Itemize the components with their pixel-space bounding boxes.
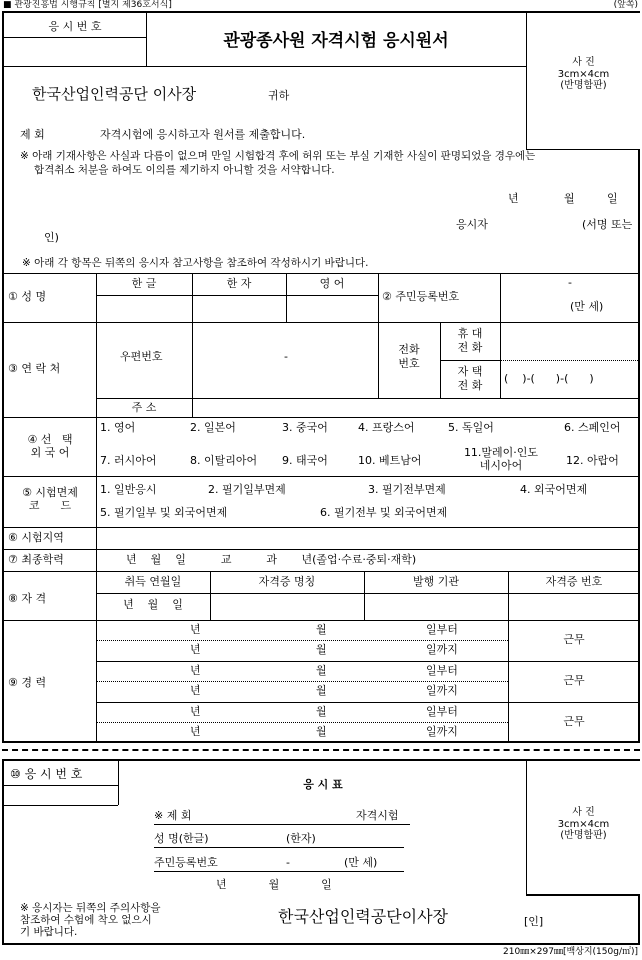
recipient-suffix: 귀하 (268, 89, 290, 102)
date-day: 일 (607, 192, 618, 205)
rrn-dash: - (568, 276, 572, 289)
exam-number-label: 응 시 번 호 (48, 20, 102, 33)
ticket-qualification: 자격시험 (356, 809, 399, 822)
date-month: 월 (564, 192, 575, 205)
recipient: 한국산업인력공단 이사장 (32, 85, 197, 103)
ticket-title: 응 시 표 (303, 778, 343, 791)
ticket-photo-label: 사 진 (572, 807, 595, 818)
ticket-rrn: 주민등록번호 (154, 856, 218, 869)
career-1-worked: 근무 (563, 633, 585, 646)
ticket-exam-number-input[interactable] (6, 787, 116, 804)
age-field[interactable]: (만 세) (570, 300, 604, 313)
ticket-rrn-dash: - (286, 856, 290, 869)
career-3-from-month: 월 (316, 705, 327, 718)
ticket-hanja: (한자) (286, 832, 316, 845)
career-3-from-day: 일부터 (426, 705, 458, 718)
license-label: ⑧ 자 격 (8, 592, 47, 605)
career-2-worked: 근무 (563, 674, 585, 687)
contact-label: ③ 연 락 처 (8, 362, 61, 375)
language-option-2[interactable]: 2. 일본어 (190, 421, 236, 434)
license-issuer-header: 발행 기관 (412, 575, 459, 588)
name-hanja-input[interactable] (193, 296, 285, 321)
exemption-option-2[interactable]: 2. 필기일부면제 (208, 483, 286, 496)
ticket-round: ※ 제 회 (154, 809, 192, 822)
career-2-from-month: 월 (316, 664, 327, 677)
pledge-line-2: 합격취소 처분을 하여도 이의를 제기하지 아니할 것을 서약합니다. (34, 164, 335, 176)
home-phone-label: 자 택 전 화 (457, 365, 483, 392)
language-option-9[interactable]: 9. 태국어 (282, 454, 328, 467)
language-option-6[interactable]: 6. 스페인어 (564, 421, 621, 434)
career-3-worked: 근무 (563, 715, 585, 728)
license-name-input[interactable] (211, 594, 363, 619)
ticket-photo-type: (반명함판) (560, 830, 607, 841)
form-title: 관광종사원 자격시험 응시원서 (223, 31, 449, 51)
ticket-note: ※ 응시자는 뒤쪽의 주의사항을 참조하여 수험에 착오 없으시 기 바랍니다. (20, 902, 161, 939)
career-1-to-month: 월 (316, 643, 327, 656)
exemption-option-6[interactable]: 6. 필기전부 및 외국어면제 (320, 506, 448, 519)
career-3-to-day: 일까지 (426, 725, 458, 738)
applicant-label: 응시자 (456, 218, 488, 231)
rrn-label: ② 주민등록번호 (382, 290, 460, 303)
subject-text: 자격시험에 응시하고자 원서를 제출합니다. (100, 128, 306, 141)
license-number-input[interactable] (509, 594, 639, 619)
phone-label: 전화 번호 (398, 343, 420, 370)
ticket-date: 년 월 일 (216, 878, 332, 891)
language-option-10[interactable]: 10. 베트남어 (358, 454, 422, 467)
career-2-to-year: 년 (190, 684, 201, 697)
home-phone-input[interactable]: ( )-( )-( ) (504, 372, 594, 385)
photo-label: 사 진 (572, 57, 595, 68)
license-date-field[interactable]: 년 월 일 (123, 598, 183, 611)
education-label: ⑦ 최종학력 (8, 553, 64, 566)
mobile-phone-input[interactable] (501, 323, 639, 359)
language-option-4[interactable]: 4. 프랑스어 (358, 421, 415, 434)
language-option-1[interactable]: 1. 영어 (100, 421, 136, 434)
exemption-option-5[interactable]: 5. 필기일부 및 외국어면제 (100, 506, 228, 519)
license-issuer-input[interactable] (365, 594, 507, 619)
ticket-age: (만 세) (344, 856, 378, 869)
license-date-header: 취득 연월일 (124, 575, 182, 588)
exemption-option-3[interactable]: 3. 필기전부면제 (368, 483, 446, 496)
career-1-from-year: 년 (190, 623, 201, 636)
ticket-photo-box[interactable] (526, 761, 640, 895)
career-2-to-day: 일까지 (426, 684, 458, 697)
name-hangul-label: 한 글 (131, 277, 157, 290)
instruction: ※ 아래 각 항목은 뒤쪽의 응시자 참고사항을 참조하여 작성하시기 바랍니다. (22, 257, 369, 269)
mobile-label: 휴 대 전 화 (457, 327, 483, 354)
ticket-seal: [인] (524, 915, 544, 928)
exam-number-field[interactable] (6, 39, 144, 63)
career-1-from-day: 일부터 (426, 623, 458, 636)
career-3-from-year: 년 (190, 705, 201, 718)
postal-code-label: 우편번호 (120, 350, 163, 363)
address-label: 주 소 (131, 401, 157, 414)
postal-code-field[interactable]: - (284, 350, 288, 363)
application-form (2, 11, 640, 743)
language-label: ④ 선 택 외 국 어 (27, 433, 73, 460)
seal-label: 인) (44, 231, 59, 244)
career-label: ⑨ 경 력 (8, 676, 47, 689)
license-number-header: 자격증 번호 (545, 575, 603, 588)
ticket-issuer: 한국산업인력공단이사장 (278, 907, 449, 926)
education-field[interactable]: 년 월 일 교 과 년(졸업·수료·중퇴·재학) (126, 553, 417, 566)
ticket-exam-number-label: ⑩ 응 시 번 호 (10, 767, 83, 781)
exemption-label: ⑤ 시험면제 코 드 (22, 486, 78, 513)
career-1-from-month: 월 (316, 623, 327, 636)
career-3-to-year: 년 (190, 725, 201, 738)
career-2-from-year: 년 (190, 664, 201, 677)
career-1-to-year: 년 (190, 643, 201, 656)
career-3-to-month: 월 (316, 725, 327, 738)
language-option-8[interactable]: 8. 이탈리아어 (190, 454, 258, 467)
photo-size: 3cm×4cm (557, 68, 610, 80)
career-2-from-day: 일부터 (426, 664, 458, 677)
language-option-3[interactable]: 3. 중국어 (282, 421, 328, 434)
language-option-7[interactable]: 7. 러시아어 (100, 454, 157, 467)
subject-label: 제 회 (20, 128, 45, 141)
ticket-photo-size: 3cm×4cm (557, 818, 610, 830)
name-label: ① 성 명 (8, 290, 47, 303)
name-hanja-label: 한 자 (226, 277, 252, 290)
photo-box[interactable] (526, 13, 640, 150)
language-option-5[interactable]: 5. 독일어 (448, 421, 494, 434)
exam-ticket (2, 759, 640, 945)
cut-line (2, 749, 640, 751)
photo-type: (반명함판) (560, 80, 607, 91)
language-option-11[interactable]: 11.말레이·인도 네시아어 (463, 446, 539, 473)
career-2-to-month: 월 (316, 684, 327, 697)
license-name-header: 자격증 명칭 (258, 575, 316, 588)
name-english-input[interactable] (287, 296, 377, 321)
page-side: (앞쪽) (613, 0, 638, 10)
name-hangul-input[interactable] (97, 296, 191, 321)
address-input[interactable] (193, 399, 639, 416)
exam-region-input[interactable] (97, 528, 639, 548)
exemption-option-4[interactable]: 4. 외국어면제 (520, 483, 588, 496)
language-option-12[interactable]: 12. 아랍어 (566, 454, 619, 467)
sign-label: (서명 또는 (582, 218, 633, 231)
ticket-name: 성 명(한글) (154, 832, 209, 845)
date-year: 년 (508, 192, 519, 205)
career-1-to-day: 일까지 (426, 643, 458, 656)
legal-reference: ■ 관광진흥법 시행규칙 [별지 제36호서식] (3, 0, 172, 10)
pledge-line-1: ※ 아래 기재사항은 사실과 다름이 없으며 만일 시험합격 후에 허위 또는 부실 기재한 사실이 판명되었을 경우에는 (20, 150, 536, 162)
exemption-option-1[interactable]: 1. 일반응시 (100, 483, 157, 496)
exam-region-label: ⑥ 시험지역 (8, 531, 64, 544)
name-english-label: 영 어 (319, 277, 345, 290)
paper-spec: 210㎜×297㎜[백상지(150g/㎡)] (503, 947, 638, 957)
